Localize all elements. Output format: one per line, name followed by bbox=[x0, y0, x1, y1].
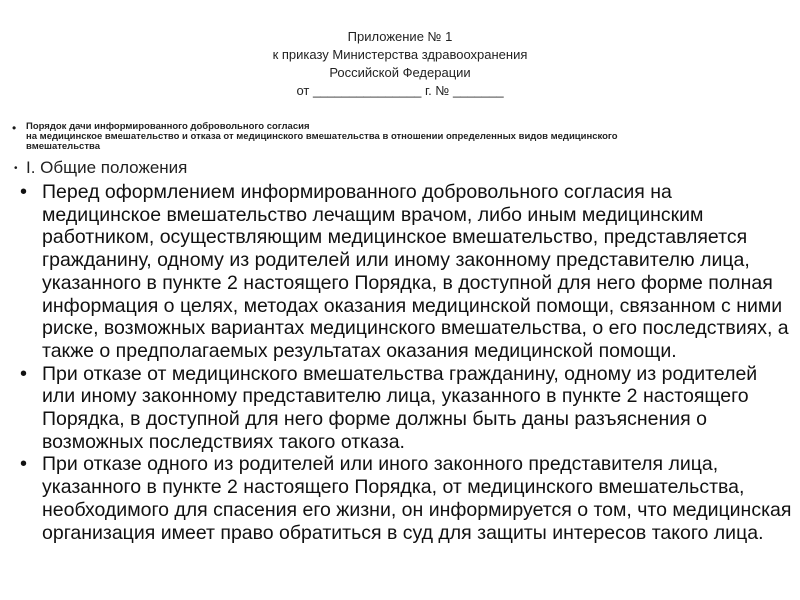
section-heading-item bbox=[8, 158, 788, 178]
bullet-icon: • bbox=[20, 181, 28, 203]
bullet-icon: • bbox=[20, 362, 28, 385]
procedure-title-line-2: на медицинское вмешательство и отказа от медицинского вмешательства в отношении определенных видов медицинского bbox=[26, 131, 618, 142]
intro-block bbox=[8, 122, 788, 178]
procedure-title-line-1: Порядок дачи информированного добровольного согласия bbox=[26, 121, 310, 132]
date-number-line: от _______________ г. № _______ bbox=[296, 83, 504, 98]
paragraph-text: При отказе одного из родителей или иного законного представителя лица, указанного в пункте 2 настоящего Порядка, от медицинского вмешательства, необходимого для спасения его жизни, он информируется о том, что медицинская организация имеет право обратиться в суд для защиты интересов такого лица. bbox=[42, 453, 792, 544]
appendix-number: Приложение № 1 bbox=[347, 29, 453, 44]
bullet-icon: • bbox=[20, 453, 28, 476]
order-reference: к приказу Министерства здравоохранения bbox=[272, 47, 528, 62]
federation-name: Российской Федерации bbox=[329, 65, 471, 80]
bullet-icon: • bbox=[12, 121, 17, 135]
bullet-icon: • bbox=[14, 163, 18, 174]
procedure-title-line-3: вмешательства bbox=[26, 141, 100, 152]
paragraph-text: При отказе от медицинского вмешательства гражданину, одному из родителей или иному законному представителю лица, указанного в пункте 2 настоящего Порядка, в доступной для него форме должны быть даны разъяснения о возможных последствиях такого отказа. bbox=[42, 362, 758, 453]
paragraph-text: Перед оформлением информированного добровольного согласия на медицинское вмешательство лечащим врачом, либо иным медицинским работником, осуществляющим медицинское вмешательство, представляется гражданину, одному из родителей или иному законному представителю лица, указанного в пункте 2 настоящего Порядка, в доступной для него форме полная информация о целях, методах оказания медицинской помощи, связанном с ними риске, возможных вариантах медицинского вмешательства, о его последствиях, а также о предполагаемых результатах оказания медицинской помощи. bbox=[42, 181, 789, 362]
list-item bbox=[8, 363, 793, 454]
intro-list-item bbox=[8, 122, 788, 152]
section-heading: I. Общие положения bbox=[26, 158, 188, 177]
document-header bbox=[0, 28, 800, 100]
paragraph-list bbox=[8, 181, 793, 544]
list-item bbox=[8, 181, 793, 363]
list-item bbox=[8, 453, 793, 544]
